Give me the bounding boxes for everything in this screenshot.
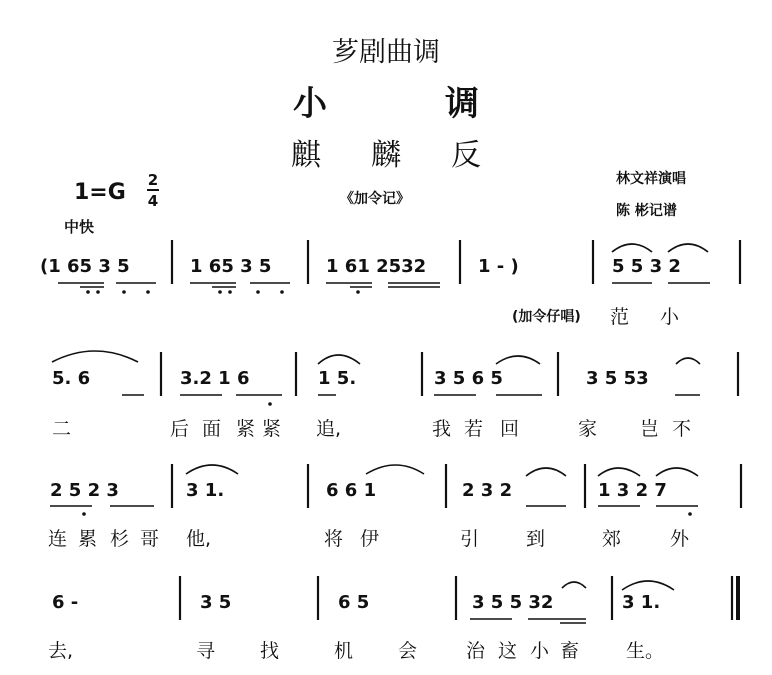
lyric: 紧 <box>236 418 256 440</box>
lyric: 回 <box>500 418 520 440</box>
genre-title: 芗剧曲调 <box>332 37 440 68</box>
notes-row-1-measure-2: 1 65 3 5 <box>190 256 272 277</box>
notes-row-4-measure-3: 6 5 <box>338 592 370 613</box>
lyric: 面 <box>202 418 222 440</box>
transcriber-credit: 陈 彬记谱 <box>616 203 677 219</box>
lyric: 不 <box>672 418 692 440</box>
notes-row-3-measure-1: 2 5 2 3 <box>50 480 119 501</box>
notes-row-2-measure-1: 5. 6 <box>52 368 91 389</box>
tune-title: 小调 <box>293 84 597 124</box>
octave-dots-row-2 <box>268 402 272 406</box>
slurs-row-4 <box>562 581 674 590</box>
lyric: 寻 <box>196 640 216 662</box>
slurs-row-1 <box>612 244 708 252</box>
singer-cue: (加令仔唱) <box>512 309 581 325</box>
beams-row-1 <box>58 283 710 287</box>
notes-row-4-measure-2: 3 5 <box>200 592 232 613</box>
lyric: 若 <box>464 418 484 440</box>
slurs-row-3 <box>186 465 698 476</box>
octave-dots-row-3 <box>82 512 692 516</box>
lyric: 我 <box>432 418 452 440</box>
lyric: 这 <box>498 640 518 662</box>
notes-row-1-measure-4: 1 - ) <box>478 256 519 277</box>
lyric: 引 <box>460 528 480 550</box>
notes-row-3-measure-3: 6 6 1 <box>326 480 377 501</box>
lyric: 紧 <box>262 418 282 440</box>
lyric: 到 <box>526 528 546 550</box>
notes-row-4-measure-5: 3 1. <box>622 592 661 613</box>
lyric: 将 <box>324 528 344 550</box>
notes-row-1-measure-1: (1 65 3 5 <box>40 256 130 277</box>
lyric: 二 <box>52 418 72 440</box>
lyric: 连 <box>48 528 68 550</box>
slurs-row-2 <box>52 351 700 364</box>
lyric: 机 <box>334 640 354 662</box>
lyric: 范 <box>610 306 630 328</box>
lyric: 生。 <box>626 640 665 662</box>
lyric: 治 <box>466 640 486 662</box>
lyric: 家 <box>578 418 598 440</box>
notes-row-2-measure-5: 3 5 53 <box>586 368 649 389</box>
notes-row-2-measure-2: 3.2 1 6 <box>180 368 250 389</box>
notes-row-4-measure-4: 3 5 5 32 <box>472 592 554 613</box>
notes-row-4-measure-1: 6 - <box>52 592 79 613</box>
notes-row-1-measure-3: 1 61 2532 <box>326 256 427 277</box>
key-signature: 1=G <box>74 180 126 205</box>
lyric: 追, <box>316 418 342 440</box>
lyric: 小 <box>660 306 680 328</box>
lyric: 小 <box>530 640 550 662</box>
aria-source: 《加令记》 <box>340 191 410 207</box>
meter-bottom: 4 <box>147 192 159 210</box>
lyric: 会 <box>398 640 418 662</box>
lyric: 后 <box>170 418 190 440</box>
beams-row-4 <box>470 619 586 623</box>
notes-row-3-measure-5: 1 3 2 7 <box>598 480 667 501</box>
notes-row-2-measure-3: 1 5. <box>318 368 357 389</box>
singer-credit: 林文祥演唱 <box>616 171 686 187</box>
lyric: 杉 <box>110 528 130 550</box>
lyric: 找 <box>260 640 280 662</box>
lyric: 累 <box>78 528 98 550</box>
lyric: 郊 <box>602 528 622 550</box>
lyric: 外 <box>670 528 690 550</box>
notes-row-3-measure-4: 2 3 2 <box>462 480 513 501</box>
octave-dots-row-1 <box>86 290 360 294</box>
lyric: 哥 <box>140 528 160 550</box>
piece-title: 麒麟反 <box>291 138 531 173</box>
notes-row-3-measure-2: 3 1. <box>186 480 225 501</box>
lyric: 去, <box>48 640 74 662</box>
lyric: 畜 <box>560 640 580 662</box>
meter-top: 2 <box>147 171 159 189</box>
lyric: 伊 <box>360 528 380 550</box>
lyric: 他, <box>186 528 212 550</box>
tempo-marking: 中快 <box>64 218 95 236</box>
notes-row-2-measure-4: 3 5 6 5 <box>434 368 503 389</box>
lyric: 岂 <box>640 418 660 440</box>
notes-row-1-measure-5: 5 5 3 2 <box>612 256 681 277</box>
